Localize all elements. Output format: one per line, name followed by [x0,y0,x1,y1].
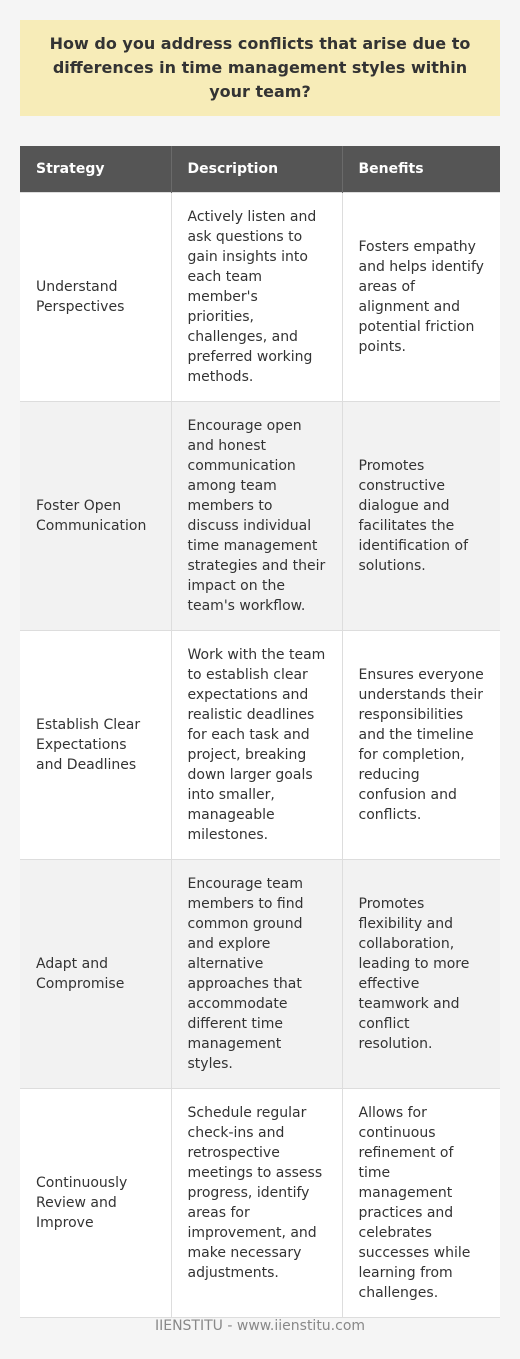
strategy-cell: Establish Clear Expectations and Deadlines [20,630,171,859]
description-cell: Actively listen and ask questions to gain insights into each team member's priorities, challenges, and preferred working methods. [171,192,342,401]
strategy-cell: Continuously Review and Improve [20,1088,171,1317]
column-header-description: Description [171,146,342,192]
benefits-cell: Fosters empathy and helps identify areas of alignment and potential friction points. [342,192,500,401]
description-cell: Work with the team to establish clear expectations and realistic deadlines for each task and project, breaking down larger goals into smaller, manageable milestones. [171,630,342,859]
title-banner [20,20,500,116]
table-header-row [20,146,500,192]
page-title: How do you address conflicts that arise due to differences in time management styles within your team? [49,34,471,101]
strategy-cell: Foster Open Communication [20,401,171,630]
strategy-cell: Adapt and Compromise [20,859,171,1088]
table-row [20,630,500,859]
table-row [20,192,500,401]
table-row [20,401,500,630]
benefits-cell: Ensures everyone understands their responsibilities and the timeline for completion, reducing confusion and conflicts. [342,630,500,859]
benefits-cell: Promotes flexibility and collaboration, leading to more effective teamwork and conflict resolution. [342,859,500,1088]
benefits-cell: Promotes constructive dialogue and facilitates the identification of solutions. [342,401,500,630]
description-cell: Schedule regular check-ins and retrospective meetings to assess progress, identify areas for improvement, and make necessary adjustments. [171,1088,342,1317]
table-row [20,859,500,1088]
description-cell: Encourage team members to find common ground and explore alternative approaches that accommodate different time management styles. [171,859,342,1088]
strategy-cell: Understand Perspectives [20,192,171,401]
description-cell: Encourage open and honest communication among team members to discuss individual time management strategies and their impact on the team's workflow. [171,401,342,630]
footer-credit: IIENSTITU - www.iienstitu.com [154,1318,366,1334]
strategy-table-container [20,146,500,1318]
column-header-strategy: Strategy [20,146,171,192]
strategy-table [20,146,500,1318]
table-row [20,1088,500,1317]
benefits-cell: Allows for continuous refinement of time management practices and celebrates successes while learning from challenges. [342,1088,500,1317]
column-header-benefits: Benefits [342,146,500,192]
